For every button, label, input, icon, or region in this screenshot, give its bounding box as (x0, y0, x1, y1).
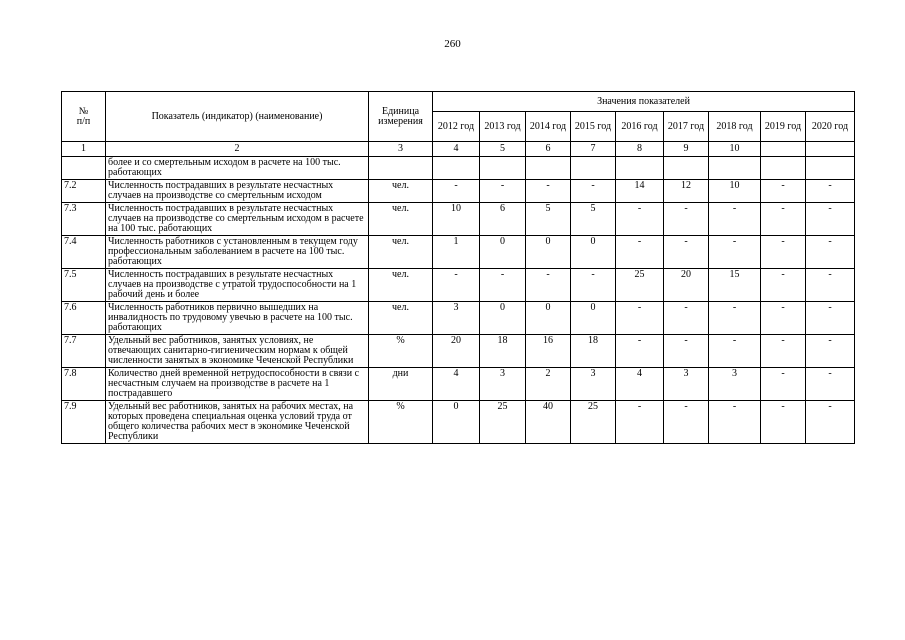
row-value: 6 (480, 203, 526, 236)
column-number: 1 (62, 142, 106, 157)
column-number: 4 (433, 142, 480, 157)
row-num: 7.2 (62, 180, 106, 203)
row-value: - (616, 401, 664, 444)
row-value: - (433, 269, 480, 302)
header-year: 2015 год (571, 112, 616, 142)
row-value: - (761, 368, 806, 401)
row-value: 12 (664, 180, 709, 203)
row-value: - (616, 236, 664, 269)
header-year: 2020 год (806, 112, 855, 142)
row-indicator-name: Численность пострадавших в результате несчастных случаев на производстве с утратой трудоспособности на 1 рабочий день и более (106, 269, 369, 302)
row-value: - (761, 236, 806, 269)
row-indicator-name: Численность работников первично вышедших на инвалидность по трудовому увечью в расчете на 100 тыс. работающих (106, 302, 369, 335)
row-value: 25 (480, 401, 526, 444)
row-value: - (616, 302, 664, 335)
row-value: - (664, 302, 709, 335)
row-value: - (806, 368, 855, 401)
row-value: - (616, 335, 664, 368)
row-num: 7.7 (62, 335, 106, 368)
row-value: - (664, 401, 709, 444)
table-row (62, 203, 855, 236)
row-value (761, 157, 806, 180)
row-value: 0 (480, 236, 526, 269)
column-numbers-row (62, 142, 855, 157)
header-year: 2016 год (616, 112, 664, 142)
row-value (664, 157, 709, 180)
column-number (806, 142, 855, 157)
column-number: 2 (106, 142, 369, 157)
column-number: 6 (526, 142, 571, 157)
row-value: 16 (526, 335, 571, 368)
row-value: - (761, 302, 806, 335)
row-value: 18 (571, 335, 616, 368)
row-indicator-name: более и со смертельным исходом в расчете на 100 тыс. работающих (106, 157, 369, 180)
column-number: 10 (709, 142, 761, 157)
row-value: 20 (433, 335, 480, 368)
row-value: - (761, 269, 806, 302)
row-value: - (571, 180, 616, 203)
column-number: 5 (480, 142, 526, 157)
row-indicator-name: Удельный вес работников, занятых на рабочих местах, на которых проведена специальная оценка условий труда от общего количества рабочих мест в экономике Чеченской Республики (106, 401, 369, 444)
header-num: № п/п (62, 92, 106, 142)
row-value: 10 (709, 180, 761, 203)
row-num: 7.5 (62, 269, 106, 302)
table-row (62, 368, 855, 401)
row-num: 7.9 (62, 401, 106, 444)
row-value: - (806, 180, 855, 203)
header-values-group: Значения показателей (433, 92, 855, 112)
column-number: 3 (369, 142, 433, 157)
row-indicator-name: Численность работников с установленным в текущем году профессиональным заболеванием в расчете на 100 тыс. работающих (106, 236, 369, 269)
row-value: - (709, 335, 761, 368)
row-value: - (526, 269, 571, 302)
table-row (62, 269, 855, 302)
table-header (62, 92, 855, 142)
row-value: 3 (571, 368, 616, 401)
row-value: - (526, 180, 571, 203)
row-value: - (480, 180, 526, 203)
row-value: 0 (480, 302, 526, 335)
row-indicator-name: Численность пострадавших в результате несчастных случаев на производстве со смертельным исходом в расчете на 100 тыс. работающих (106, 203, 369, 236)
row-value: - (616, 203, 664, 236)
row-unit: чел. (369, 203, 433, 236)
header-year: 2014 год (526, 112, 571, 142)
table-row (62, 335, 855, 368)
column-number: 8 (616, 142, 664, 157)
row-value: - (709, 401, 761, 444)
row-value: - (664, 203, 709, 236)
row-value: 20 (664, 269, 709, 302)
row-value (571, 157, 616, 180)
row-value: - (806, 401, 855, 444)
table-row (62, 401, 855, 444)
row-value: 25 (571, 401, 616, 444)
row-value: 3 (433, 302, 480, 335)
row-value: - (709, 203, 761, 236)
row-value (433, 157, 480, 180)
column-number: 7 (571, 142, 616, 157)
row-value: - (571, 269, 616, 302)
row-unit: дни (369, 368, 433, 401)
row-value: 4 (616, 368, 664, 401)
row-value: 2 (526, 368, 571, 401)
row-value: - (433, 180, 480, 203)
row-num: 7.8 (62, 368, 106, 401)
row-value (526, 157, 571, 180)
table-row (62, 180, 855, 203)
row-value: 3 (664, 368, 709, 401)
row-value: - (709, 302, 761, 335)
row-value: 3 (709, 368, 761, 401)
page-number: 260 (444, 38, 461, 50)
row-value: 15 (709, 269, 761, 302)
row-unit: % (369, 335, 433, 368)
row-value: - (664, 236, 709, 269)
header-year: 2012 год (433, 112, 480, 142)
row-value: - (664, 335, 709, 368)
row-value: 25 (616, 269, 664, 302)
row-value (480, 157, 526, 180)
header-year: 2013 год (480, 112, 526, 142)
header-year: 2017 год (664, 112, 709, 142)
row-value: 0 (526, 236, 571, 269)
row-value: - (761, 335, 806, 368)
row-unit: чел. (369, 180, 433, 203)
table-row (62, 236, 855, 269)
row-indicator-name: Количество дней временной нетрудоспособности в связи с несчастным случаем на производстве в расчете на 1 пострадавшего (106, 368, 369, 401)
row-value: 5 (571, 203, 616, 236)
table-row (62, 157, 855, 180)
row-value: 0 (571, 302, 616, 335)
row-unit: % (369, 401, 433, 444)
row-value: 40 (526, 401, 571, 444)
row-unit: чел. (369, 302, 433, 335)
header-row-top (62, 92, 855, 112)
row-num: 7.4 (62, 236, 106, 269)
row-value: - (806, 302, 855, 335)
row-value: 14 (616, 180, 664, 203)
row-value: 1 (433, 236, 480, 269)
row-num: 7.6 (62, 302, 106, 335)
row-value: 0 (433, 401, 480, 444)
row-value: - (709, 236, 761, 269)
row-unit (369, 157, 433, 180)
row-value: - (761, 401, 806, 444)
row-num (62, 157, 106, 180)
table-row (62, 302, 855, 335)
row-value: - (806, 335, 855, 368)
column-number: 9 (664, 142, 709, 157)
header-unit: Единица измерения (369, 92, 433, 142)
row-value: - (761, 203, 806, 236)
row-unit: чел. (369, 236, 433, 269)
row-value: 10 (433, 203, 480, 236)
header-indicator: Показатель (индикатор) (наименование) (106, 92, 369, 142)
row-value: 5 (526, 203, 571, 236)
row-value: 0 (571, 236, 616, 269)
row-indicator-name: Численность пострадавших в результате несчастных случаев на производстве со смертельным исходом (106, 180, 369, 203)
row-indicator-name: Удельный вес работников, занятых условиях, не отвечающих санитарно-гигиеническим нормам к общей численности занятых в экономике Чеченской Республики (106, 335, 369, 368)
header-year: 2018 год (709, 112, 761, 142)
row-value: - (480, 269, 526, 302)
row-value: 4 (433, 368, 480, 401)
row-value (806, 157, 855, 180)
row-value: - (806, 236, 855, 269)
row-value: 0 (526, 302, 571, 335)
row-value: - (806, 269, 855, 302)
indicators-table (61, 91, 855, 444)
column-number (761, 142, 806, 157)
row-value: - (806, 203, 855, 236)
row-value (616, 157, 664, 180)
table-body (62, 142, 855, 444)
row-value: 3 (480, 368, 526, 401)
row-num: 7.3 (62, 203, 106, 236)
header-year: 2019 год (761, 112, 806, 142)
row-value (709, 157, 761, 180)
row-value: - (761, 180, 806, 203)
row-value: 18 (480, 335, 526, 368)
row-unit: чел. (369, 269, 433, 302)
